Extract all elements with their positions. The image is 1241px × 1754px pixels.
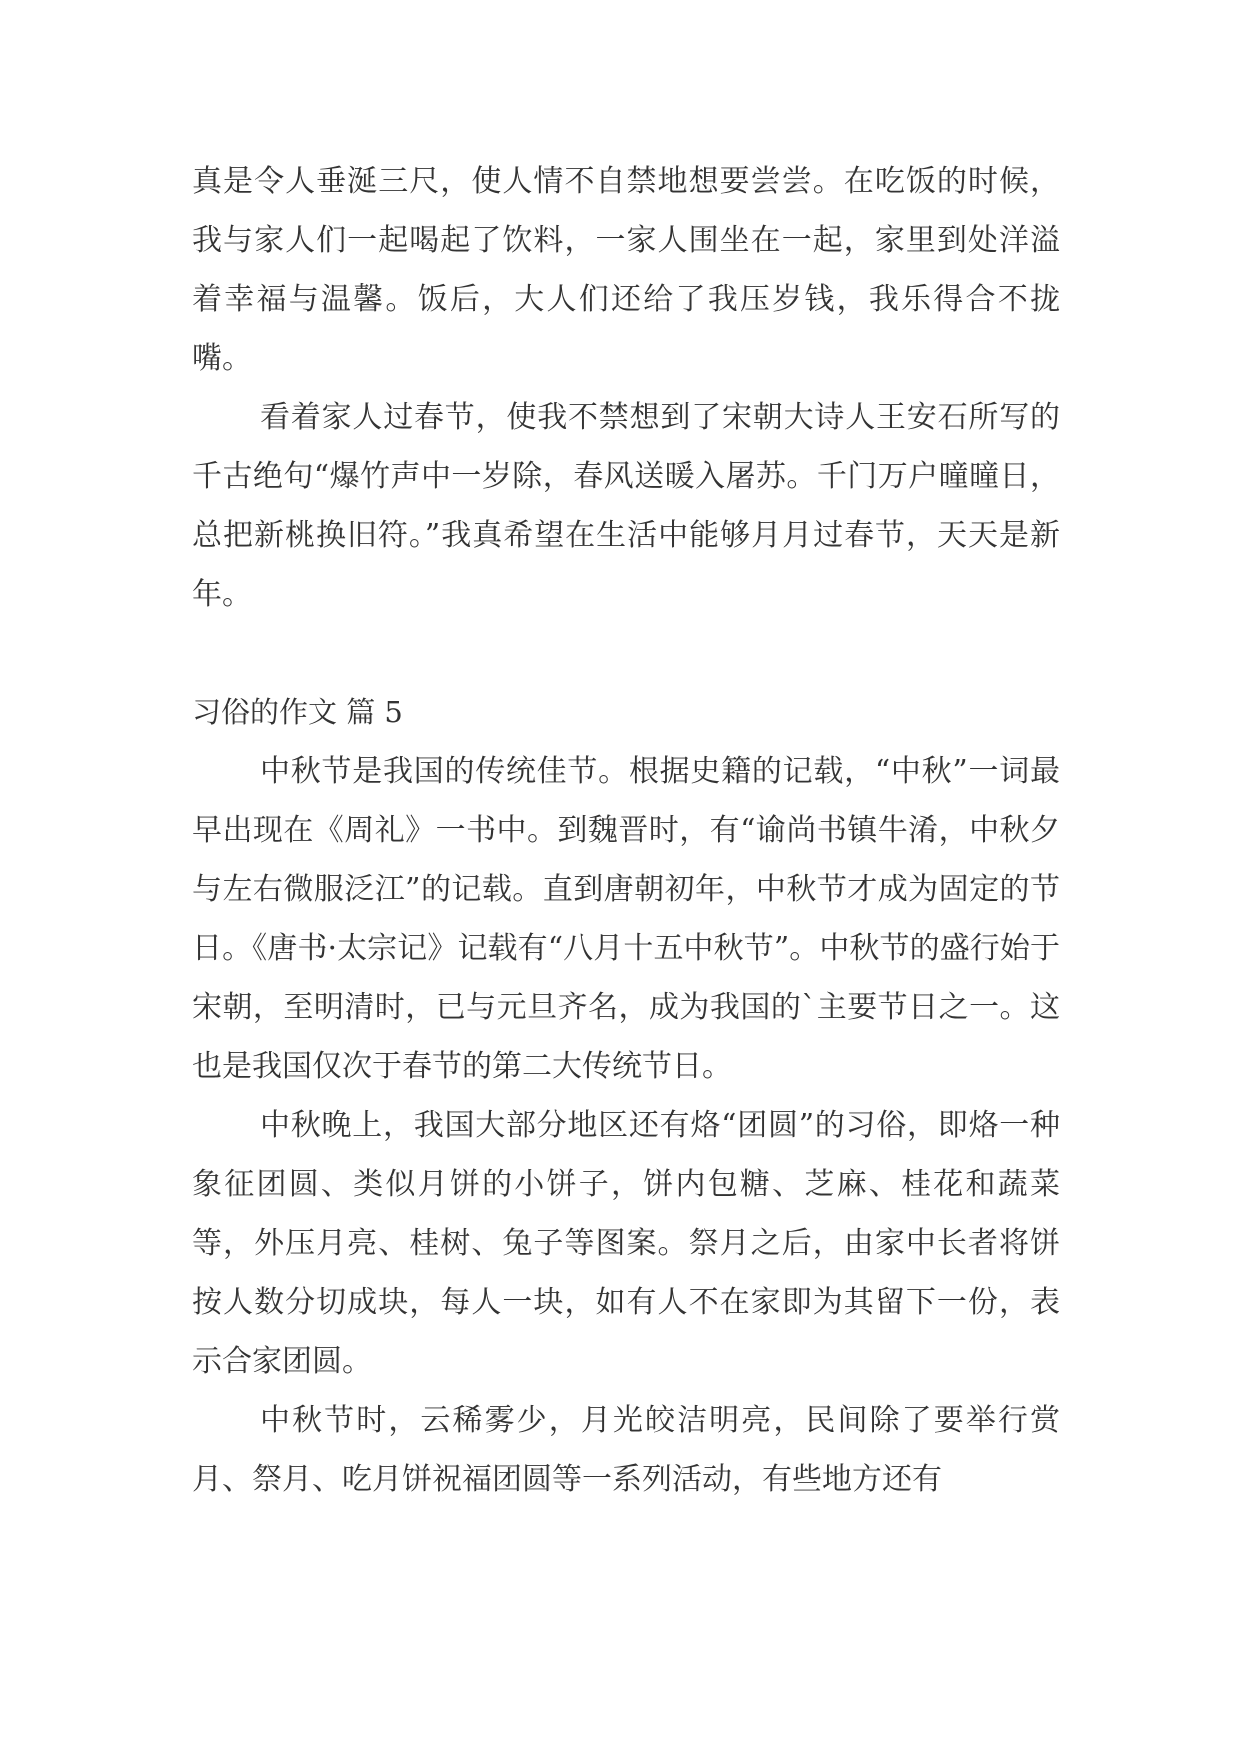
section-title: 习俗的作文 篇 5 xyxy=(192,695,403,729)
paragraph-continuation: 真是令人垂涎三尺，使人情不自禁地想要尝尝。在吃饭的时候，我与家人们一起喝起了饮料，一家人围坐在一起，家里到处洋溢着幸福与温馨。饭后，大人们还给了我压岁钱，我乐得合不拢嘴。 xyxy=(192,164,1060,376)
paragraph-mid-autumn-reunion-cake: 中秋晚上，我国大部分地区还有烙“团圆”的习俗，即烙一种象征团圆、类似月饼的小饼子，饼内包糖、芝麻、桂花和蔬菜等，外压月亮、桂树、兔子等图案。祭月之后，由家中长者将饼按人数分切成块，每人一块，如有人不在家即为其留下一份，表示合家团圆。 xyxy=(192,1108,1060,1379)
paragraph-mid-autumn-history: 中秋节是我国的传统佳节。根据史籍的记载，“中秋”一词最早出现在《周礼》一书中。到魏晋时，有“谕尚书镇牛淆，中秋夕与左右微服泛江”的记载。直到唐朝初年，中秋节才成为固定的节日。《唐书·太宗记》记载有“八月十五中秋节”。中秋节的盛行始于宋朝，至明清时，已与元旦齐名，成为我国的`主要节日之一。这也是我国仅次于春节的第二大传统节日。 xyxy=(192,754,1060,1084)
document-body xyxy=(192,152,1060,1509)
paragraph-spring-festival-poem: 看着家人过春节，使我不禁想到了宋朝大诗人王安石所写的千古绝句“爆竹声中一岁除，春风送暖入屠苏。千门万户曈曈日，总把新桃换旧符。”我真希望在生活中能够月月过春节，天天是新年。 xyxy=(192,400,1060,612)
paragraph-mid-autumn-activities: 中秋节时，云稀雾少，月光皎洁明亮，民间除了要举行赏月、祭月、吃月饼祝福团圆等一系列活动，有些地方还有 xyxy=(192,1403,1060,1497)
